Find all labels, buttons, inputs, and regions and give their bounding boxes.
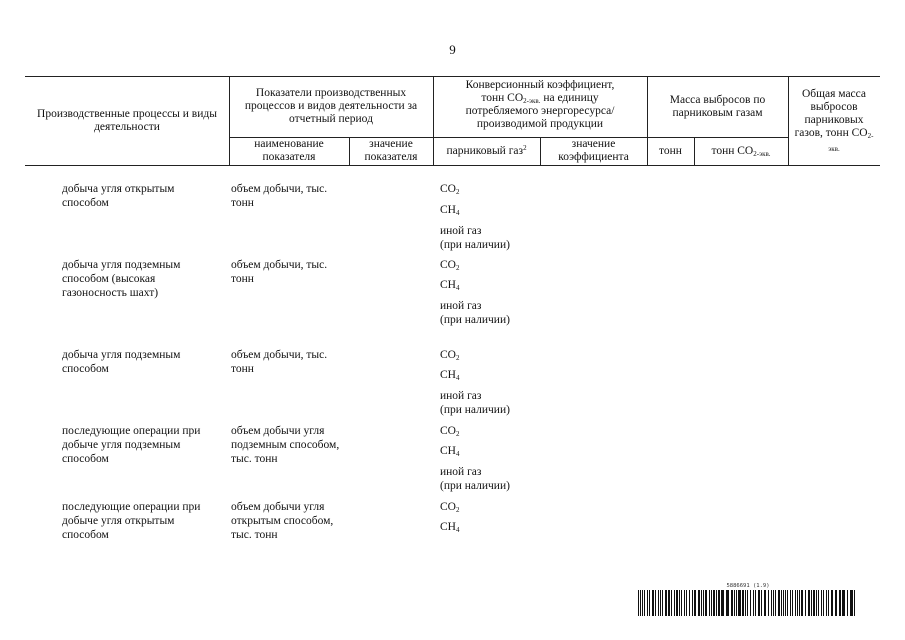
row-4-gas-other: иной газ (при наличии) bbox=[440, 466, 510, 492]
barcode bbox=[638, 583, 858, 616]
header-bottom-rule bbox=[25, 165, 880, 166]
row-3-gas-other: иной газ (при наличии) bbox=[440, 390, 510, 416]
row-5-process: последующие операции при добыче угля открытым способом bbox=[62, 501, 201, 541]
header-coefficient-value: значение коэффициента bbox=[558, 138, 629, 163]
row-3-gas-ch4: $CH_4$ bbox=[440, 369, 460, 382]
header-indicator-value: значение показателя bbox=[364, 138, 418, 163]
header-processes: Производственные процессы и виды деятельности bbox=[37, 107, 217, 133]
row-5-gas-co2: $CO_2$ bbox=[440, 501, 460, 514]
row-4-process: последующие операции при добыче угля подземным способом bbox=[62, 425, 201, 465]
header-greenhouse-gas: парниковый газ$^2$ bbox=[446, 143, 527, 157]
row-1-gas-co2: $CO_2$ bbox=[440, 183, 460, 196]
row-3-gas-co2: $CO_2$ bbox=[440, 349, 460, 362]
row-2-process: добыча угля подземным способом (высокая газоносность шахт) bbox=[62, 259, 181, 299]
row-2-gas-other: иной газ (при наличии) bbox=[440, 300, 510, 326]
header-tonnes-co2e: тонн $CO_{2-экв.}$ bbox=[711, 144, 771, 158]
row-5-indicator: объем добычи угля открытым способом, тыс. тонн bbox=[231, 501, 334, 541]
row-1-indicator: объем добычи, тыс. тонн bbox=[231, 183, 328, 209]
header-tonnes: тонн bbox=[659, 144, 682, 157]
row-4-indicator: объем добычи угля подземным способом, тыс. тонн bbox=[231, 425, 340, 465]
row-3-indicator: объем добычи, тыс. тонн bbox=[231, 349, 328, 375]
row-1-gas-other: иной газ (при наличии) bbox=[440, 225, 510, 251]
row-2-indicator: объем добычи, тыс. тонн bbox=[231, 259, 328, 285]
row-4-gas-co2: $CO_2$ bbox=[440, 425, 460, 438]
header-total-mass: Общая масса выбросов парниковых газов, тонн $CO_{2-экв.}$ bbox=[794, 88, 874, 153]
barcode-bars bbox=[638, 590, 858, 616]
row-1-gas-ch4: $CH_4$ bbox=[440, 204, 460, 217]
page-number: 9 bbox=[449, 42, 456, 57]
row-2-gas-co2: $CO_2$ bbox=[440, 259, 460, 272]
row-1-process: добыча угля открытым способом bbox=[62, 183, 175, 209]
barcode-number: 5886691 (1.9) bbox=[726, 583, 770, 589]
header-emission-mass-group: Масса выбросов по парниковым газам bbox=[669, 93, 766, 119]
row-5-gas-ch4: $CH_4$ bbox=[440, 521, 460, 534]
header-conversion-group: Конверсионный коэффициент, тонн $CO_{2-экв.}$ на единицу потребляемого энергоресурса/ производимой продукции bbox=[465, 79, 615, 130]
header-indicator-name: наименование показателя bbox=[254, 138, 324, 163]
row-3-process: добыча угля подземным способом bbox=[62, 349, 181, 375]
row-4-gas-ch4: $CH_4$ bbox=[440, 445, 460, 458]
header-indicators-group: Показатели производственных процессов и видов деятельности за отчетный период bbox=[244, 87, 418, 125]
row-2-gas-ch4: $CH_4$ bbox=[440, 279, 460, 292]
